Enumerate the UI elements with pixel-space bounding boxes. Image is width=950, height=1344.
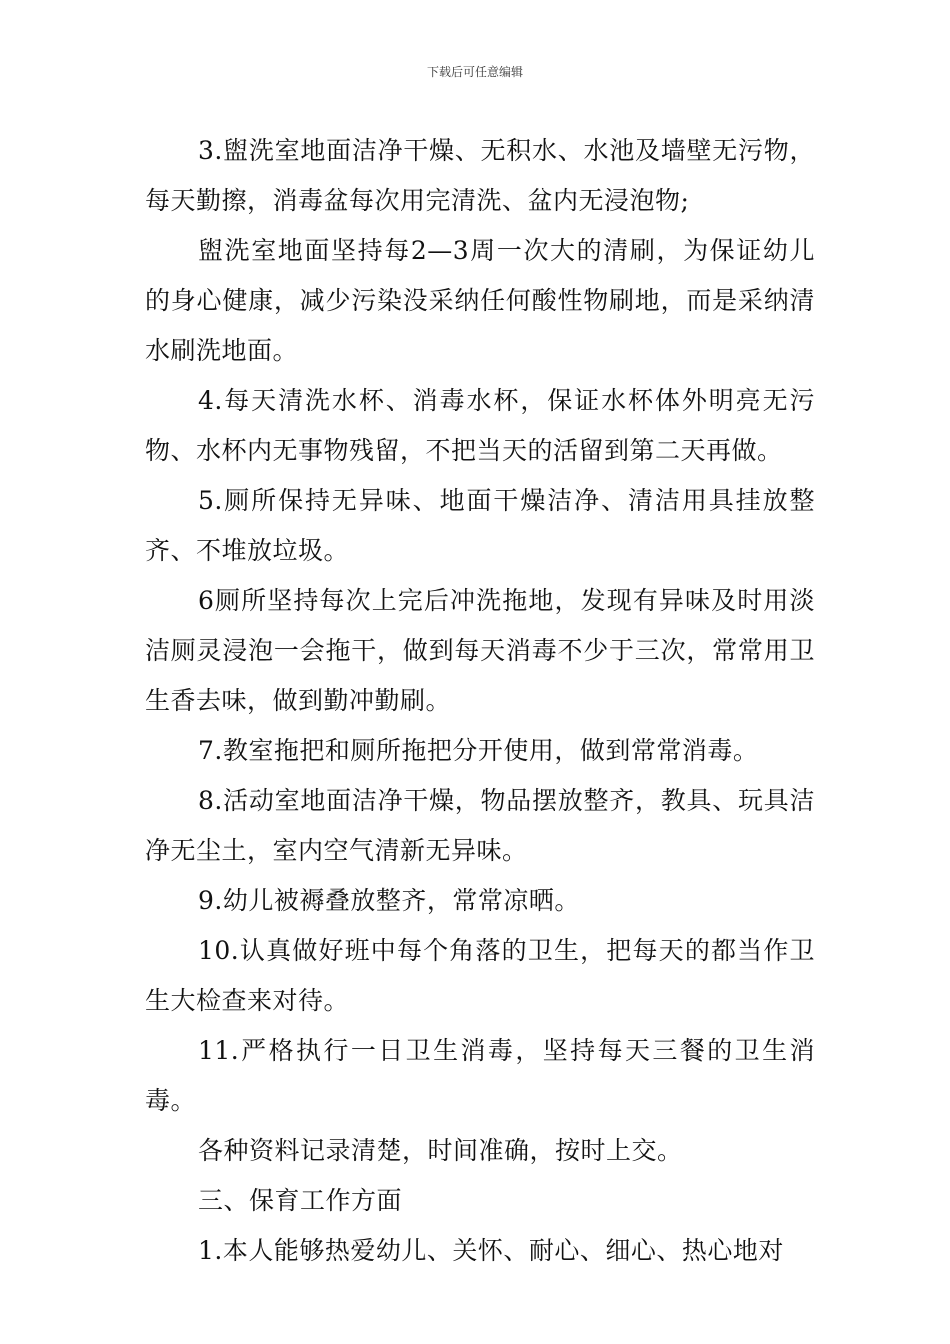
page-header: 下载后可任意编辑	[426, 65, 523, 79]
paragraph-cup-cleaning: 4.每天清洗水杯、消毒水杯，保证水杯体外明亮无污物、水杯内无事物残留，不把当天的活留到第二天再做。	[145, 386, 815, 465]
paragraph-daily-inspection: 10.认真做好班中每个角落的卫生，把每天的都当作卫生大检查来对待。	[145, 936, 815, 1015]
paragraph-love-children: 1.本人能够热爱幼儿、关怀、耐心、细心、热心地对	[198, 1236, 784, 1265]
paragraph-meal-disinfection: 11.严格执行一日卫生消毒，坚持每天三餐的卫生消毒。	[145, 1036, 815, 1115]
paragraph-mop-separation: 7.教室拖把和厕所拖把分开使用，做到常常消毒。	[198, 736, 759, 765]
document-body	[145, 126, 815, 1276]
paragraph-records: 各种资料记录清楚，时间准确，按时上交。	[198, 1136, 683, 1165]
paragraph-bedding: 9.幼儿被褥叠放整齐，常常凉晒。	[198, 886, 580, 915]
paragraph-activity-room: 8.活动室地面洁净干燥，物品摆放整齐，教具、玩具洁净无尘土，室内空气清新无异味。	[145, 786, 815, 865]
paragraph-toilet-condition: 5.厕所保持无异味、地面干燥洁净、清洁用具挂放整齐、不堆放垃圾。	[145, 486, 815, 565]
paragraph-toilet-disinfection: 6厕所坚持每次上完后冲洗拖地，发现有异味及时用淡洁厕灵浸泡一会拖干，做到每天消毒不少于三次，常常用卫生香去味，做到勤冲勤刷。	[145, 586, 815, 715]
paragraph-washroom-scrubbing: 盥洗室地面坚持每2—3周一次大的清刷，为保证幼儿的身心健康，减少污染没采纳任何酸性物刷地，而是采纳清水刷洗地面。	[145, 236, 815, 365]
paragraph-washroom-cleaning: 3.盥洗室地面洁净干燥、无积水、水池及墙壁无污物，每天勤擦，消毒盆每次用完清洗、盆内无浸泡物;	[145, 136, 815, 215]
section-heading-childcare: 三、保育工作方面	[198, 1186, 403, 1215]
